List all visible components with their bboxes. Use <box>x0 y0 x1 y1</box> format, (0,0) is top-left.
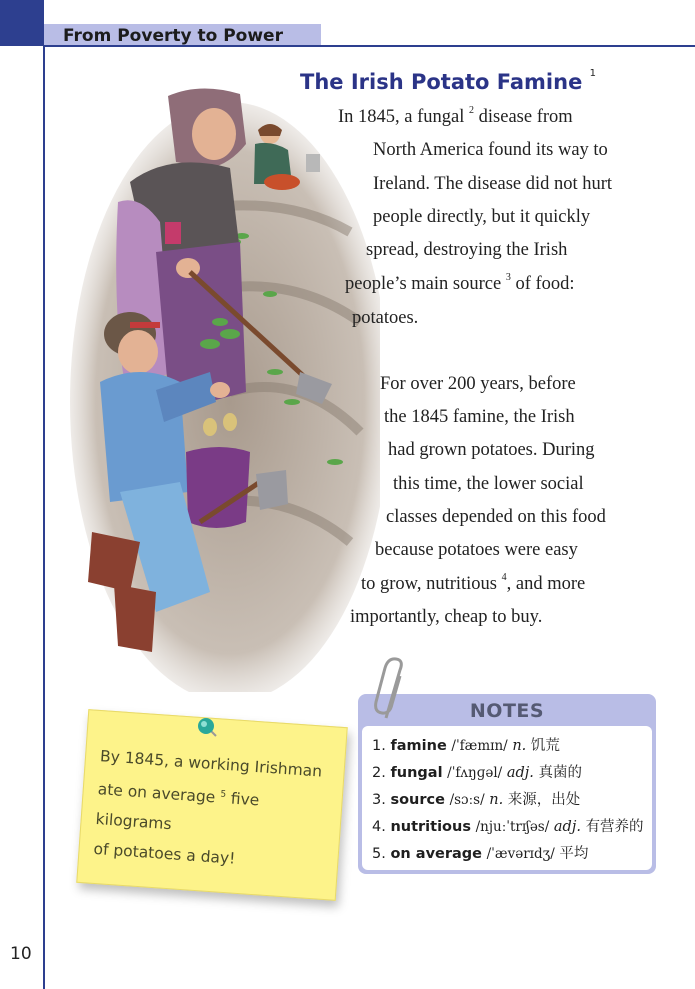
note-item: 4. nutritious /njuːˈtrɪʃəs/ adj. 有营养的 <box>372 819 644 835</box>
text-line: people’s main source $^3$ of food: <box>345 272 575 294</box>
text-line: the 1845 famine, the Irish <box>384 407 575 427</box>
note-item: 1. famine /ˈfæmɪn/ n. 饥荒 <box>372 738 560 754</box>
text-line: In 1845, a fungal $^2$ disease from <box>338 105 573 127</box>
text-line: Ireland. The disease did not hurt <box>373 174 613 194</box>
text-line: classes depended on this food <box>386 507 606 527</box>
running-header-title: From Poverty to Power <box>63 26 283 46</box>
footnote-marker: 4 <box>501 572 507 583</box>
footnote-marker: 2 <box>469 105 475 116</box>
sticky-note-text <box>93 741 341 881</box>
paperclip-icon <box>374 656 412 726</box>
sticky-line: of potatoes a day! <box>93 840 236 868</box>
margin-line <box>43 46 45 989</box>
pushpin-icon <box>196 716 218 738</box>
text-line: to grow, nutritious $^4$, and more <box>361 572 586 594</box>
text-line: potatoes. <box>352 308 419 328</box>
text-line: this time, the lower social <box>393 474 584 494</box>
text-line: importantly, cheap to buy. <box>350 607 543 627</box>
story-title <box>300 70 596 94</box>
text-line: had grown potatoes. During <box>388 440 595 460</box>
notes-title: NOTES <box>469 700 545 722</box>
story-title-text: The Irish Potato Famine <box>300 70 583 94</box>
note-item: 2. fungal /ˈfʌŋɡəl/ adj. 真菌的 <box>372 765 582 781</box>
text-line: because potatoes were easy <box>375 540 578 560</box>
sticky-line: ate on average $^5$ five kilograms <box>95 780 260 834</box>
note-item: 5. on average /ˈævərɪdʒ/ 平均 <box>372 846 589 862</box>
text-line: North America found its way to <box>373 140 608 160</box>
text-line: people directly, but it quickly <box>373 207 591 227</box>
sticky-line: By 1845, a working Irishman <box>99 747 323 781</box>
footnote-marker: 1 <box>589 68 597 79</box>
potato-harvest-illustration <box>60 72 380 692</box>
footnote-marker: 5 <box>220 789 227 800</box>
note-item: 3. source /sɔːs/ n. 来源，出处 <box>372 792 581 808</box>
corner-block <box>0 0 44 46</box>
footnote-marker: 3 <box>505 272 511 283</box>
page-number: 10 <box>10 944 32 964</box>
text-line: spread, destroying the Irish <box>366 240 568 260</box>
notes-list <box>362 726 652 870</box>
text-line: For over 200 years, before <box>380 374 576 394</box>
